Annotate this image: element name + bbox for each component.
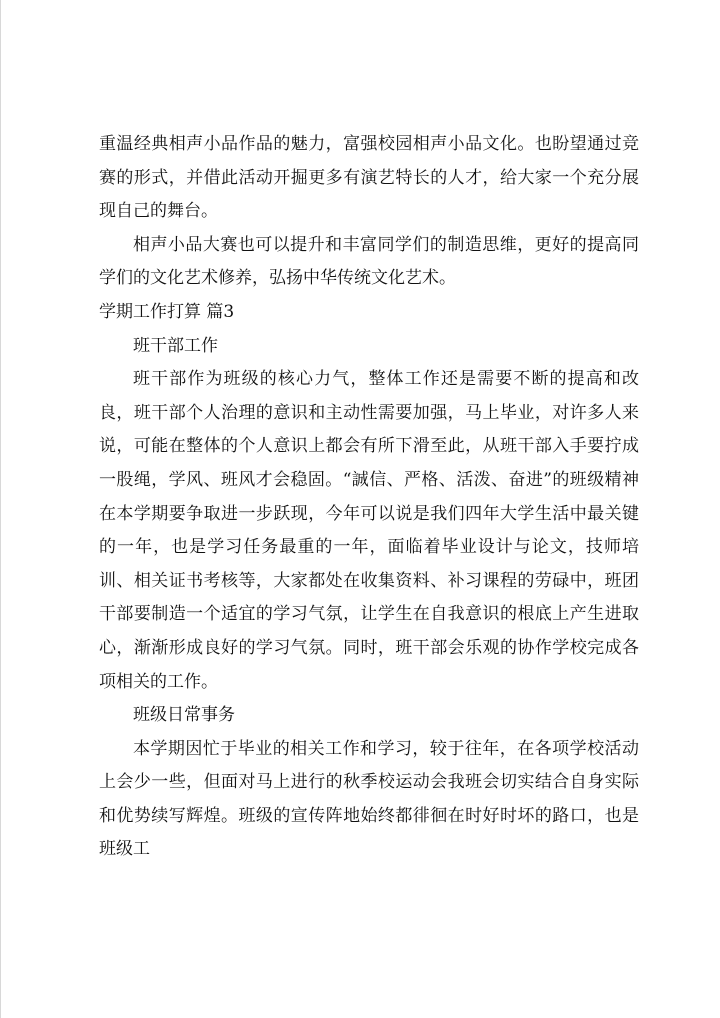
page-edge xyxy=(0,0,1,1018)
paragraph-daily-affairs: 本学期因忙于毕业的相关工作和学习，较于往年，在各项学校活动上会少一些，但面对马上进行的秋季校运动会我班会切实结合自身实际和优势续写辉煌。班级的宣传阵地始终都徘徊在时好时坏的路口，也是班级工 xyxy=(99,738,639,860)
paragraph-class-cadre: 班干部作为班级的核心力气，整体工作还是需要不断的提高和改良，班干部个人治理的意识和主动性需要加强，马上毕业，对许多人来说，可能在整体的个人意识上都会有所下滑至此，从班干部入手要拧成一股绳，学风、班风才会稳固。“誠信、严格、活泼、奋进”的班级精神在本学期要争取进一步跃现，今年可以说是我们四年大学生活中最关键的一年，也是学习任务最重的一年，面临着毕业设计与论文，技师培训、相关证书考核等，大家都处在收集资料、补习课程的劳碌中，班团干部要制造一个适宜的学习气氛，让学生在自我意识的根底上产生进取心，渐渐形成良好的学习气氛。同时，班干部会乐观的协作学校完成各项相关的工作。 xyxy=(99,369,639,692)
paragraph-crosstalk-contest: 相声小品大赛也可以提升和丰富同学们的制造思维，更好的提高同学们的文化艺术修养，弘扬中华传统文化艺术。 xyxy=(99,234,639,289)
document-body xyxy=(99,128,639,867)
subheading-class-cadre-work: 班干部工作 xyxy=(133,335,218,356)
subheading-daily-affairs: 班级日常事务 xyxy=(133,705,235,726)
paragraph-continuation: 重温经典相声小品作品的魅力，富强校园相声小品文化。也盼望通过竞赛的形式，并借此活动开掘更多有演艺特长的人才，给大家一个充分展现自己的舞台。 xyxy=(99,134,639,222)
section-heading: 学期工作打算 篇3 xyxy=(99,301,235,322)
